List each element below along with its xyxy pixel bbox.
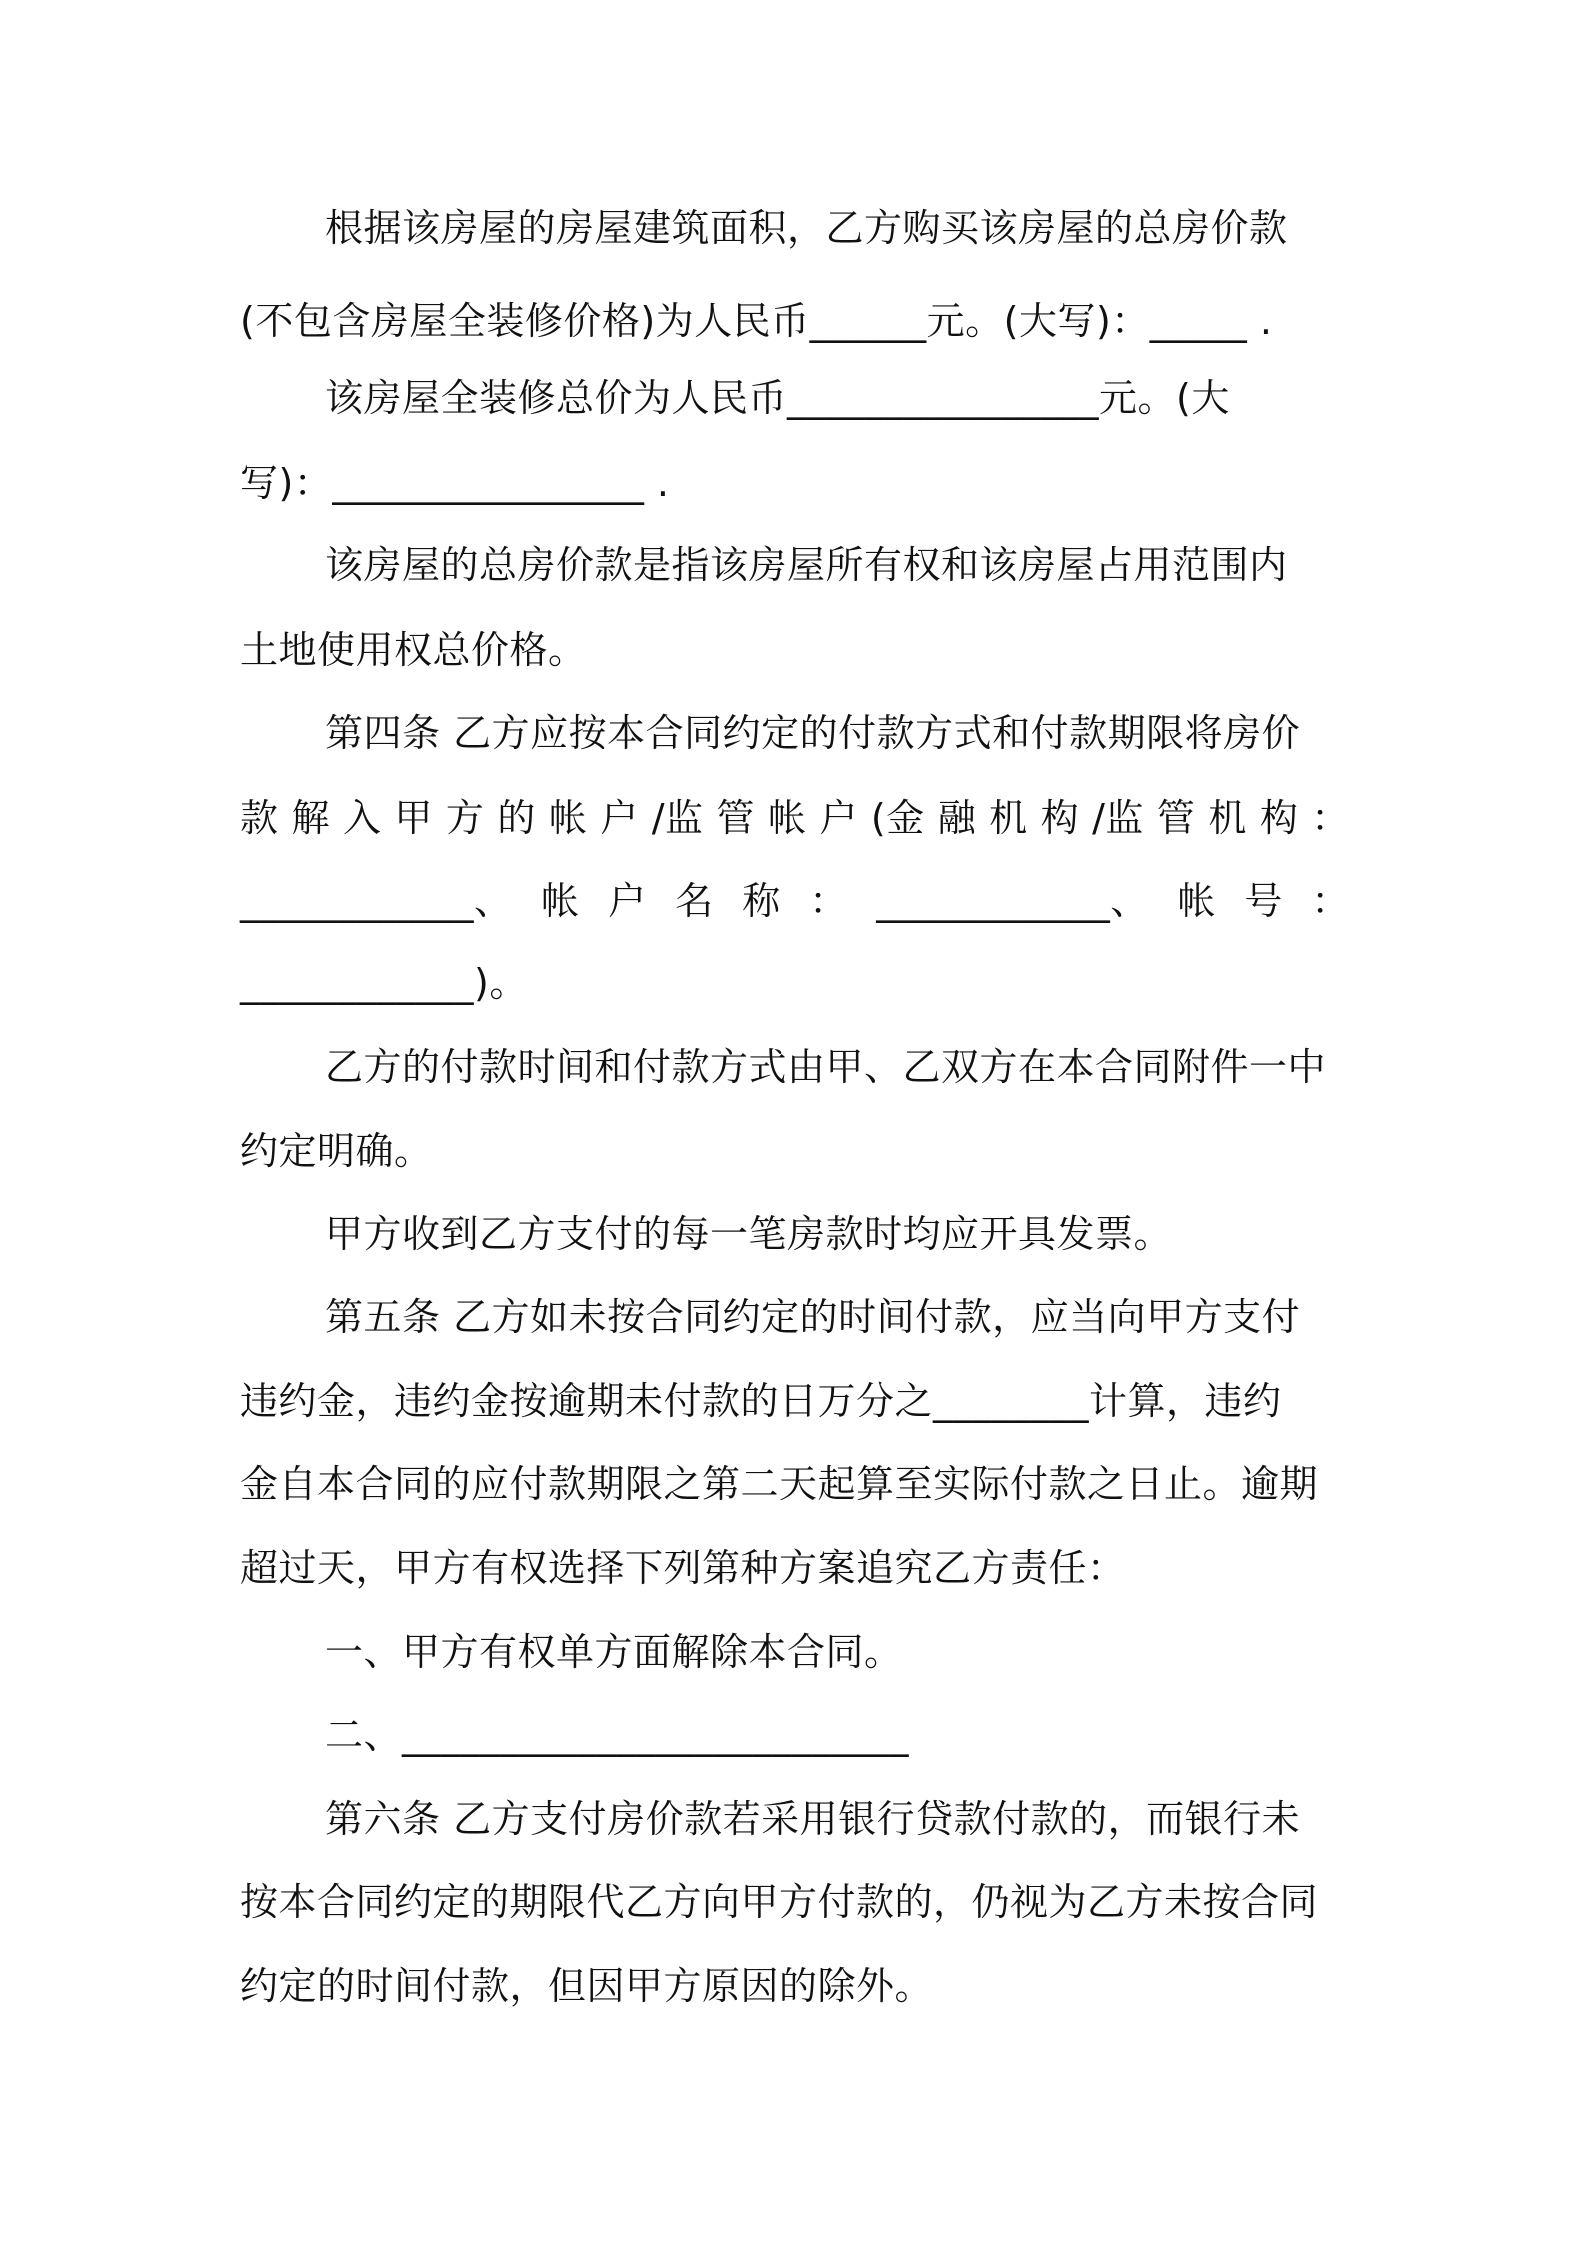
paragraph-line: (不包含房屋全装修价格)为人民币______元。(大写)：_____ . <box>240 299 1273 343</box>
text-segment: 管 <box>716 796 756 840</box>
article-4-heading-line: 第四条 乙方应按本合同约定的付款方式和付款期限将房价 <box>325 711 1301 755</box>
text-segment: (金 <box>870 796 925 840</box>
paragraph-line: 该房屋的总房价款是指该房屋所有权和该房屋占用范围内 <box>325 543 1288 587</box>
text-segment: 方 <box>445 796 485 840</box>
paragraph-line: 甲方收到乙方支付的每一笔房款时均应开具发票。 <box>325 1212 1173 1256</box>
text-segment: 帐 <box>1177 879 1216 923</box>
paragraph-line: 约定明确。 <box>240 1129 433 1173</box>
text-segment: 帐 <box>541 879 580 923</box>
paragraph-line: 超过天，甲方有权选择下列第种方案追究乙方责任： <box>240 1546 1126 1590</box>
text-segment: 户 <box>819 796 858 840</box>
option-two-line: 二、__________________________ <box>325 1713 910 1757</box>
text-segment: 甲 <box>394 796 433 840</box>
text-segment: 名 <box>675 879 714 923</box>
text-segment: 管 <box>1156 796 1196 840</box>
text-segment: 的 <box>497 796 536 840</box>
paragraph-line: ____________)。 <box>240 961 528 1005</box>
paragraph-line: 违约金，违约金按逾期未付款的日万分之________计算，违约 <box>240 1379 1282 1423</box>
text-segment: 款 <box>240 796 279 840</box>
text-segment: ： <box>809 879 848 923</box>
paragraph-line: 乙方的付款时间和付款方式由甲、乙双方在本合同附件一中 <box>325 1045 1327 1089</box>
article-6-heading-line: 第六条 乙方支付房价款若采用银行贷款付款的，而银行未 <box>325 1797 1301 1841</box>
paragraph-line: 约定的时间付款，但因甲方原因的除外。 <box>240 1964 934 2008</box>
text-segment: /监 <box>1092 796 1144 840</box>
paragraph-line: 金自本合同的应付款期限之第二天起算至实际付款之日止。逾期 <box>240 1462 1319 1506</box>
option-one-line: 一、甲方有权单方面解除本合同。 <box>325 1630 903 1674</box>
article-5-heading-line: 第五条 乙方如未按合同约定的时间付款，应当向甲方支付 <box>325 1295 1301 1339</box>
text-segment: 户 <box>608 879 647 923</box>
text-segment: ： <box>1311 879 1350 923</box>
paragraph-line: 按本合同约定的期限代乙方向甲方付款的，仍视为乙方未按合同 <box>240 1880 1319 1924</box>
paragraph-line: 土地使用权总价格。 <box>240 628 587 672</box>
text-segment: ____________、 <box>876 879 1149 923</box>
text-segment: 称 <box>742 879 781 923</box>
text-segment: ： <box>1311 796 1350 840</box>
text-segment: 户 <box>600 796 639 840</box>
text-segment: ____________、 <box>240 879 513 923</box>
text-segment: 帐 <box>548 796 588 840</box>
text-segment: 构 <box>1040 796 1080 840</box>
text-segment: 帐 <box>767 796 807 840</box>
text-segment: 入 <box>342 796 382 840</box>
account-info-line <box>240 793 1350 843</box>
paragraph-line: 写)：________________ . <box>240 461 670 505</box>
text-segment: /监 <box>651 796 704 840</box>
text-segment: 号 <box>1244 879 1283 923</box>
text-segment: 机 <box>989 796 1028 840</box>
account-fields-line <box>240 876 1350 926</box>
text-segment: 构 <box>1259 796 1299 840</box>
text-segment: 机 <box>1208 796 1247 840</box>
text-segment: 融 <box>937 796 977 840</box>
text-segment: 解 <box>291 796 330 840</box>
paragraph-line: 根据该房屋的房屋建筑面积，乙方购买该房屋的总房价款 <box>325 206 1288 250</box>
paragraph-line: 该房屋全装修总价为人民币________________元。(大 <box>325 376 1230 420</box>
